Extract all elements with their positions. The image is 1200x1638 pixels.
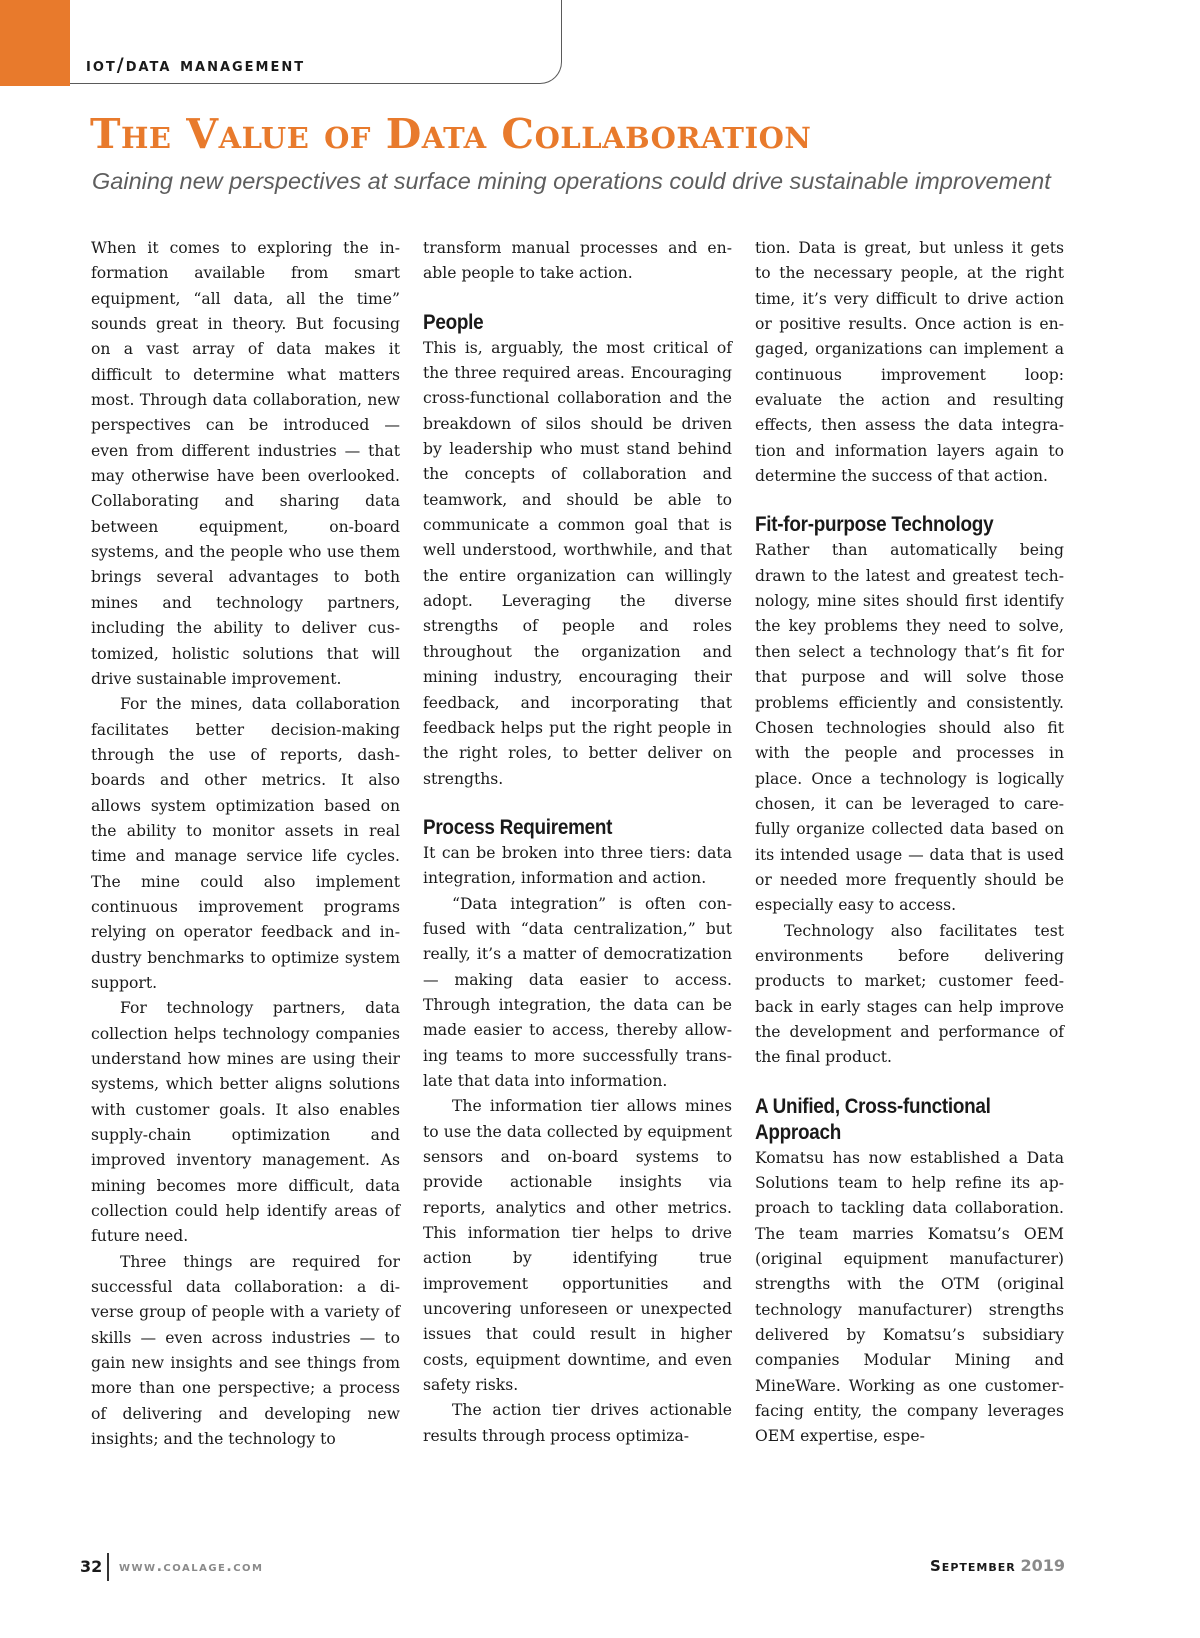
paragraph: transform manual processes and enable people to take action. [423,239,732,283]
article-title: The Value of Data Collaboration [90,110,812,158]
heading-line-2: Approach [755,1120,842,1144]
paragraph: tion. Data is great, but unless it gets to the necessary people, at the right time, it’s very difficult to drive action or positive results. Once action is engaged, organizations can implement a continuous improvement loop: evaluate the action and resulting effects, then assess the data integration and information layers again to determine the success of that action. [755,239,1064,486]
paragraph: For the mines, data collaboration facilitates better decision-making through the use of reports, dashboards and other metrics. It also allows system optimization based on the ability to monitor assets in real time and manage service life cycles. The mine could also implement continuous improvement programs relying on operator feedback and industry benchmarks to optimize system support. [91,695,400,992]
heading-process-requirement: Process Requirement [423,815,613,839]
paragraph: For technology partners, data collection helps technology companies understand how mines are using their systems, which better aligns solutions with customer goals. It also enables supply-chain optimization and improved inventory management. As mining becomes more difficult, data collection could help identify areas of future need. [91,999,400,1246]
heading-line-1: A Unified, Cross-functional [755,1094,991,1118]
heading-unified-approach [755,1094,1033,1146]
article-column-3 [755,236,1064,1450]
paragraph: Rather than automatically being drawn to the latest and greatest technology, mine sites should first identify the key problems they need to solve, then select a technology that’s fit for that purpose and will solve those problems efficiently and consistently. Chosen technologies should also fit with the people and processes in place. Once a technology is logically chosen, it can be leveraged to carefully organize collected data based on its intended usage — data that is used or needed more frequently should be especially easy to access. [755,541,1064,915]
article-column-2 [423,236,732,1449]
paragraph: Technology also facilitates test environments before delivering products to market; customer feedback in early stages can help improve the development and performance of the final product. [755,921,1064,1067]
issue-date [930,1556,1065,1575]
website-link[interactable]: www.coalage.com [119,1559,264,1575]
paragraph: It can be broken into three tiers: data integration, information and action. [423,843,732,888]
section-color-tab [0,0,70,86]
paragraph: “Data integration” is often confused with “data centralization,” but really, it’s a matter of democratization — making data easier to access. Through integration, the data can be made easier to access, thereby allowing teams to more successfully translate that data into information. [423,894,732,1090]
section-label: iot/data management [86,54,306,76]
paragraph: Komatsu has now established a Data Solutions team to help refine its approach to tackling data collaboration. The team marries Komatsu’s OEM (original equipment manufacturer) strengths with the OTM (original technology manufacturer) strengths delivered by Komatsu’s subsidiary companies Modular Mining and MineWare. Working as one customer-facing entity, the company leverages OEM expertise, espe- [755,1148,1064,1446]
heading-people: People [423,310,484,334]
paragraph: This is, arguably, the most critical of the three required areas. Encouraging cross-functional collaboration and the breakdown of silos should be driven by leadership who must stand behind the concepts of collaboration and teamwork, and should be able to communicate a common goal that is well understood, worthwhile, and that the entire organization can willingly adopt. Leveraging the diverse strengths of people and roles throughout the organization and mining industry, encouraging their feedback, and incorporating that feedback helps put the right people in the right roles, to better deliver on strengths. [423,338,732,788]
paragraph: Three things are required for successful data collaboration: a diverse group of people with a variety of skills — even across industries — to gain new insights and see things from more than one perspective; a process of delivering and developing new insights; and the technology to [91,1252,400,1449]
paragraph: When it comes to exploring the information available from smart equipment, “all data, all the time” sounds great in theory. But focusing on a vast array of data makes it difficult to determine what matters most. Through data collaboration, new perspectives can be introduced — even from different industries — that may otherwise have been overlooked. Collaborating and sharing data between equipment, on-board systems, and the people who use them brings several advantages to both mines and technology partners, including the ability to deliver customized, holistic solutions that will drive sustainable improvement. [91,239,400,688]
footer-divider [107,1553,109,1581]
paragraph: The action tier drives actionable results through process optimiza- [423,1401,732,1445]
issue-year: 2019 [1020,1556,1066,1575]
page-number: 32 [80,1557,103,1576]
paragraph: The information tier allows mines to use the data collected by equipment sensors and on-board systems to provide actionable insights via reports, analytics and other metrics. This information tier helps to drive action by identifying true improvement opportunities and uncovering unforeseen or unexpected issues that could result in higher costs, equipment downtime, and even safety risks. [423,1097,732,1395]
article-column-1 [91,236,400,1453]
article-subtitle: Gaining new perspectives at surface mining operations could drive sustainable improvement [92,168,1051,194]
heading-fit-for-purpose: Fit-for-purpose Technology [755,513,994,537]
issue-month: September [930,1557,1016,1575]
